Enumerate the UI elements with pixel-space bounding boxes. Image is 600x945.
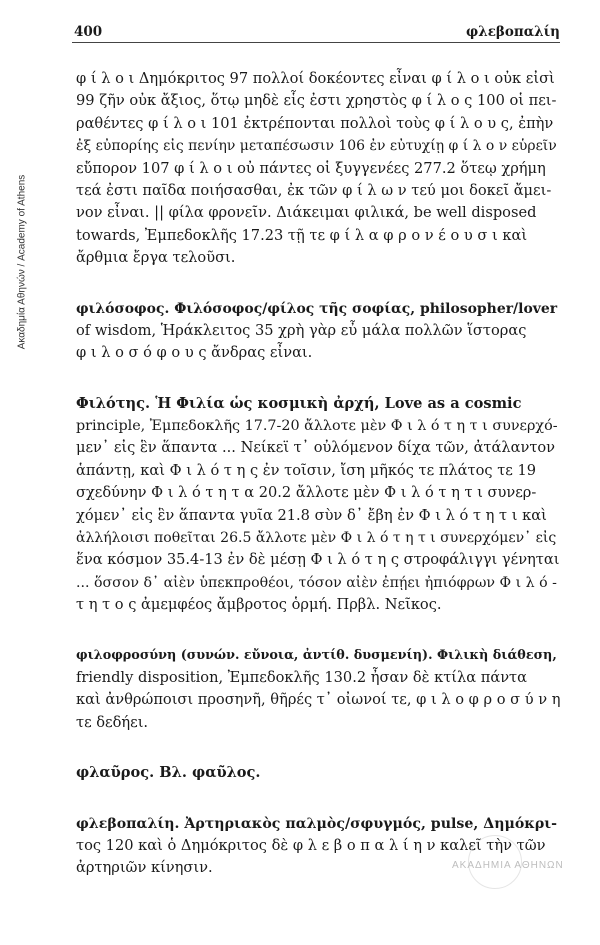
- page-header: [72, 20, 560, 43]
- entry-headword-line: φιλοφροσύνη (συνών. εὔνοια, ἀντίθ. δυσμενίη). Φιλικὴ διάθεση,: [76, 647, 557, 663]
- text-line: εὔπορον 107 φ ί λ ο ι οὐ πάντες οἱ ξυγγενέες 277.2 ὅτεῳ χρήμη: [76, 159, 546, 177]
- text-line: 99 ζῆν οὐκ ἄξιος, ὅτῳ μηδὲ εἷς ἐστι χρηστὸς φ ί λ ο ς 100 οἱ πει-: [76, 92, 557, 110]
- text-line: towards, Ἐμπεδοκλῆς 17.23 τῇ τε φ ί λ α φ ρ ο ν έ ο υ σ ι καὶ: [76, 226, 528, 244]
- text-line: ... ὅσσον δ᾽ αἰὲν ὑπεκπροθέοι, τόσον αἰὲν ἐπῄει ἠπιόφρων Φ ι λ ό -: [76, 574, 557, 591]
- entry-philophrosyne: [76, 645, 562, 735]
- text-line: μεν᾽ εἰς ἓν ἅπαντα ... Νείκεϊ τ᾽ οὐλόμενον δίχα τῶν, ἀτάλαντον: [76, 439, 556, 457]
- text-line: φ ι λ ο σ ό φ ο υ ς ἄνδρας εἶναι.: [76, 344, 313, 362]
- text-line: νον εἶναι. || φίλα φρονεῖν. Διάκειμαι φιλικά, be well disposed: [76, 204, 537, 222]
- text-line: ἀρτηριῶν κίνησιν.: [76, 859, 213, 877]
- running-title: φλεβοπαλίη: [466, 24, 560, 40]
- text-line: ἁπάντῃ, καὶ Φ ι λ ό τ η ς ἐν τοῖσιν, ἴση μῆκός τε πλάτος τε 19: [76, 461, 537, 479]
- text-line: τ η τ ο ς ἀμεμφέος ἄμβροτος ὁρμή. Πρβλ. Νεῖκος.: [76, 596, 442, 614]
- watermark-text: ΑΚΑΔΗΜΙΑ ΑΘΗΝΩΝ: [452, 860, 564, 871]
- entry-philotes: [76, 393, 562, 617]
- entry-headword-line: φλεβοπαλίη. Ἀρτηριακὸς παλμὸς/σφυγμός, pulse, Δημόκρι-: [76, 815, 558, 832]
- text-line: χόμεν᾽ εἰς ἓν ἅπαντα γυῖα 21.8 σὺν δ᾽ ἔβη ἐν Φ ι λ ό τ η τ ι καὶ: [76, 506, 547, 524]
- text-line: τος 120 καὶ ὁ Δημόκριτος δὲ φ λ ε β ο π α λ ί η ν καλεῖ τὴν τῶν: [76, 836, 546, 854]
- text-line: ἀλλήλοισι ποθεῖται 26.5 ἄλλοτε μὲν Φ ι λ ό τ η τ ι συνερχόμεν᾽ εἰς: [76, 530, 557, 547]
- text-line: καὶ ἀνθρώποισι προσηνῆ, θῆρές τ᾽ οἰωνοί τε, φ ι λ ο φ ρ ο σ ύ ν η: [76, 691, 561, 709]
- text-line: σχεδύνην Φ ι λ ό τ η τ α 20.2 ἄλλοτε μὲν Φ ι λ ό τ η τ ι συνερ-: [76, 484, 537, 502]
- entry-headword-line: Φιλότης. Ἡ Φιλία ὡς κοσμικὴ ἀρχή, Love as a cosmic: [76, 394, 522, 412]
- text-line: principle, Ἐμπεδοκλῆς 17.7-20 ἄλλοτε μὲν Φ ι λ ό τ η τ ι συνερχό-: [76, 418, 558, 435]
- page-number: 400: [74, 24, 103, 40]
- entry-headword-line: φιλόσοφος. Φιλόσοφος/φίλος τῆς σοφίας, philosopher/lover: [76, 300, 558, 317]
- dictionary-body: [76, 68, 562, 908]
- text-line: friendly disposition, Ἐμπεδοκλῆς 130.2 ἦσαν δὲ κτίλα πάντα: [76, 668, 527, 686]
- text-line: τε δεδήει.: [76, 713, 149, 731]
- text-line: φ ί λ ο ι Δημόκριτος 97 πολλοί δοκέοντες εἶναι φ ί λ ο ι οὐκ εἰσὶ: [76, 70, 555, 87]
- entry-philoi: [76, 68, 562, 270]
- entry-phlauros: [76, 762, 562, 784]
- text-line: of wisdom, Ἡράκλειτος 35 χρὴ γὰρ εὖ μάλα πολλῶν ἵστορας: [76, 321, 527, 339]
- text-line: ἕνα κόσμον 35.4-13 ἐν δὲ μέσῃ Φ ι λ ό τ η ς στροφάλιγγι γένηται: [76, 551, 560, 569]
- text-line: ραθέντες φ ί λ ο ι 101 ἐκτρέπονται πολλοὶ τοὺς φ ί λ ο υ ς, ἐπὴν: [76, 114, 554, 132]
- text-line: ἐξ εὐπορίης εἰς πενίην μεταπέσωσιν 106 ἐν εὐτυχίῃ φ ί λ ο ν εὑρεῖν: [76, 138, 557, 155]
- entry-headword-line: φλαῦρος. Βλ. φαῦλος.: [76, 764, 261, 782]
- archive-caption: Ακαδημία Αθηνών / Academy of Athens: [16, 174, 28, 350]
- entry-philosophos: [76, 298, 562, 365]
- text-line: τεά ἐστι παῖδα ποιήσασθαι, ἐκ τῶν φ ί λ ω ν τεύ μοι δοκεῖ ἄμει-: [76, 181, 552, 199]
- text-line: ἄρθμια ἔργα τελοῦσι.: [76, 249, 236, 267]
